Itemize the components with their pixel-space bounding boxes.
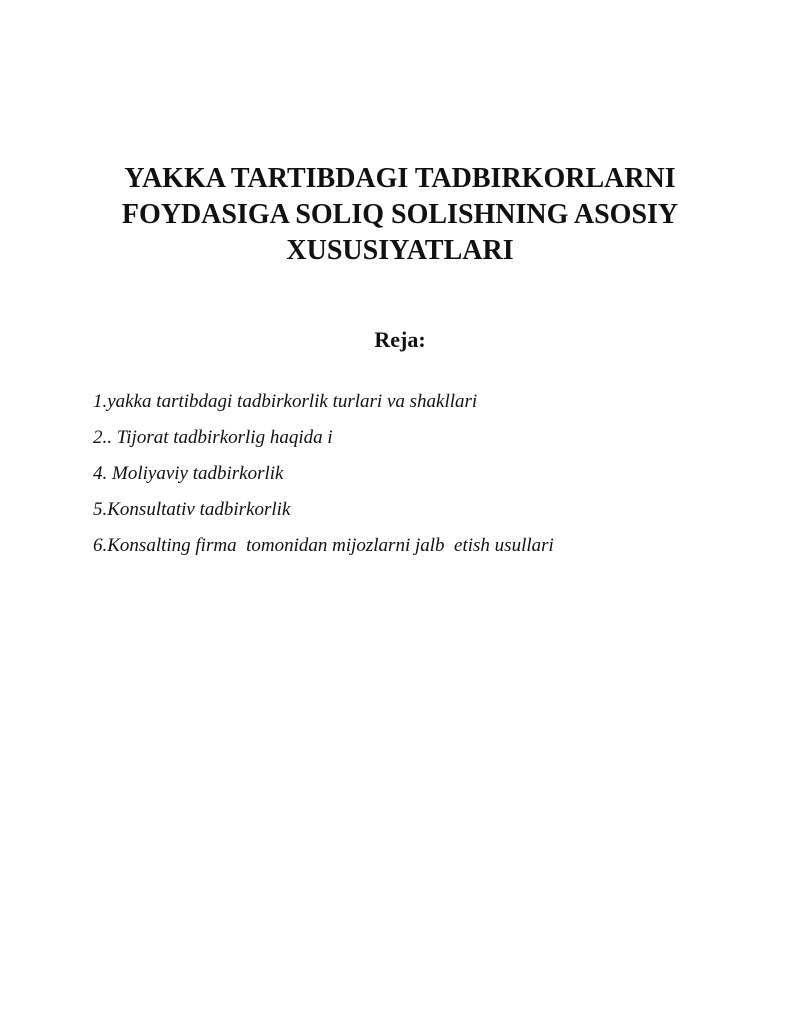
plan-item-3: 4. Moliyaviy tadbirkorlik — [93, 463, 284, 484]
plan-item-4: 5.Konsultativ tadbirkorlik — [93, 499, 291, 520]
plan-item-2: 2.. Tijorat tadbirkorlig haqida i — [93, 427, 333, 448]
plan-heading: Reja: — [374, 327, 426, 352]
title-line-1: YAKKA TARTIBDAGI TADBIRKORLARNI — [124, 163, 676, 194]
title-line-2: FOYDASIGA SOLIQ SOLISHNING ASOSIY — [121, 199, 679, 230]
plan-item-5: 6.Konsalting firma tomonidan mijozlarni jalb etish usullari — [93, 535, 554, 556]
document-title — [60, 161, 740, 269]
plan-list — [93, 390, 554, 570]
title-line-3: XUSUSIYATLARI — [286, 235, 514, 266]
plan-item-1: 1.yakka tartibdagi tadbirkorlik turlari va shakllari — [93, 391, 478, 412]
